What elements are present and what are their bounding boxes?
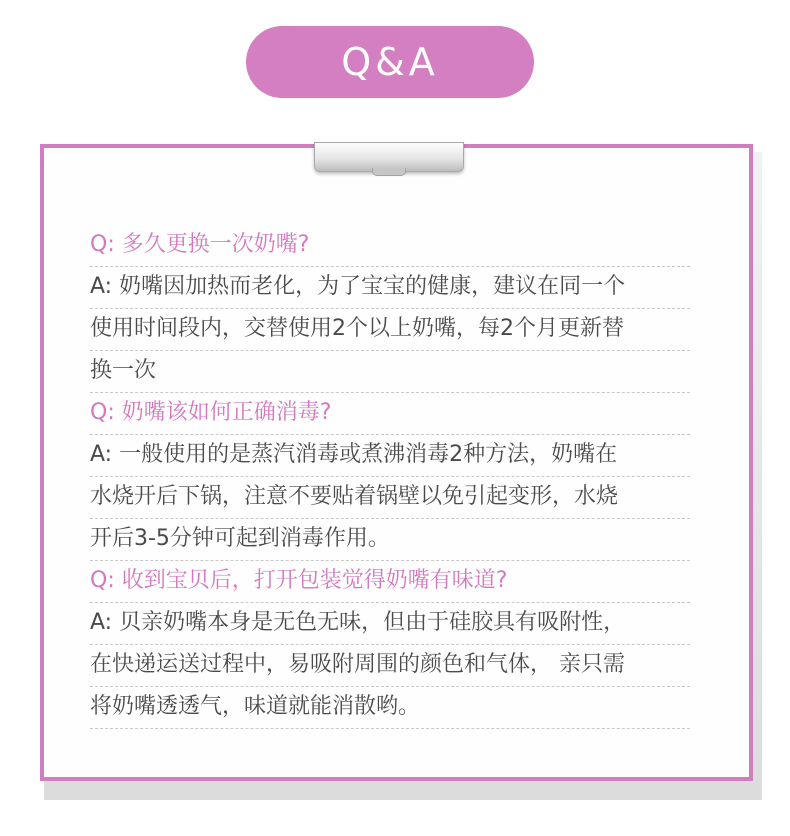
paper-clip-icon (314, 142, 464, 176)
qa-title-badge (246, 26, 534, 98)
qa-title: Q&A (341, 40, 439, 84)
clip-tab (372, 168, 406, 176)
question-1: Q: 多久更换一次奶嘴? (90, 225, 690, 267)
question-2: Q: 奶嘴该如何正确消毒? (90, 393, 690, 435)
answer-1-line-1: A: 奶嘴因加热而老化，为了宝宝的健康，建议在同一个 (90, 267, 690, 309)
answer-3-line-3: 将奶嘴透透气，味道就能消散哟。 (90, 687, 690, 729)
answer-3-line-1: A: 贝亲奶嘴本身是无色无味，但由于硅胶具有吸附性， (90, 603, 690, 645)
answer-2-line-1: A: 一般使用的是蒸汽消毒或煮沸消毒2种方法，奶嘴在 (90, 435, 690, 477)
answer-1-line-2: 使用时间段内，交替使用2个以上奶嘴，每2个月更新替 (90, 309, 690, 351)
answer-2-line-3: 开后3-5分钟可起到消毒作用。 (90, 519, 690, 561)
answer-1-line-3: 换一次 (90, 351, 690, 393)
answer-3-line-2: 在快递运送过程中，易吸附周围的颜色和气体， 亲只需 (90, 645, 690, 687)
answer-2-line-2: 水烧开后下锅，注意不要贴着锅壁以免引起变形，水烧 (90, 477, 690, 519)
question-3: Q: 收到宝贝后，打开包装觉得奶嘴有味道? (90, 561, 690, 603)
qa-list (90, 225, 690, 729)
